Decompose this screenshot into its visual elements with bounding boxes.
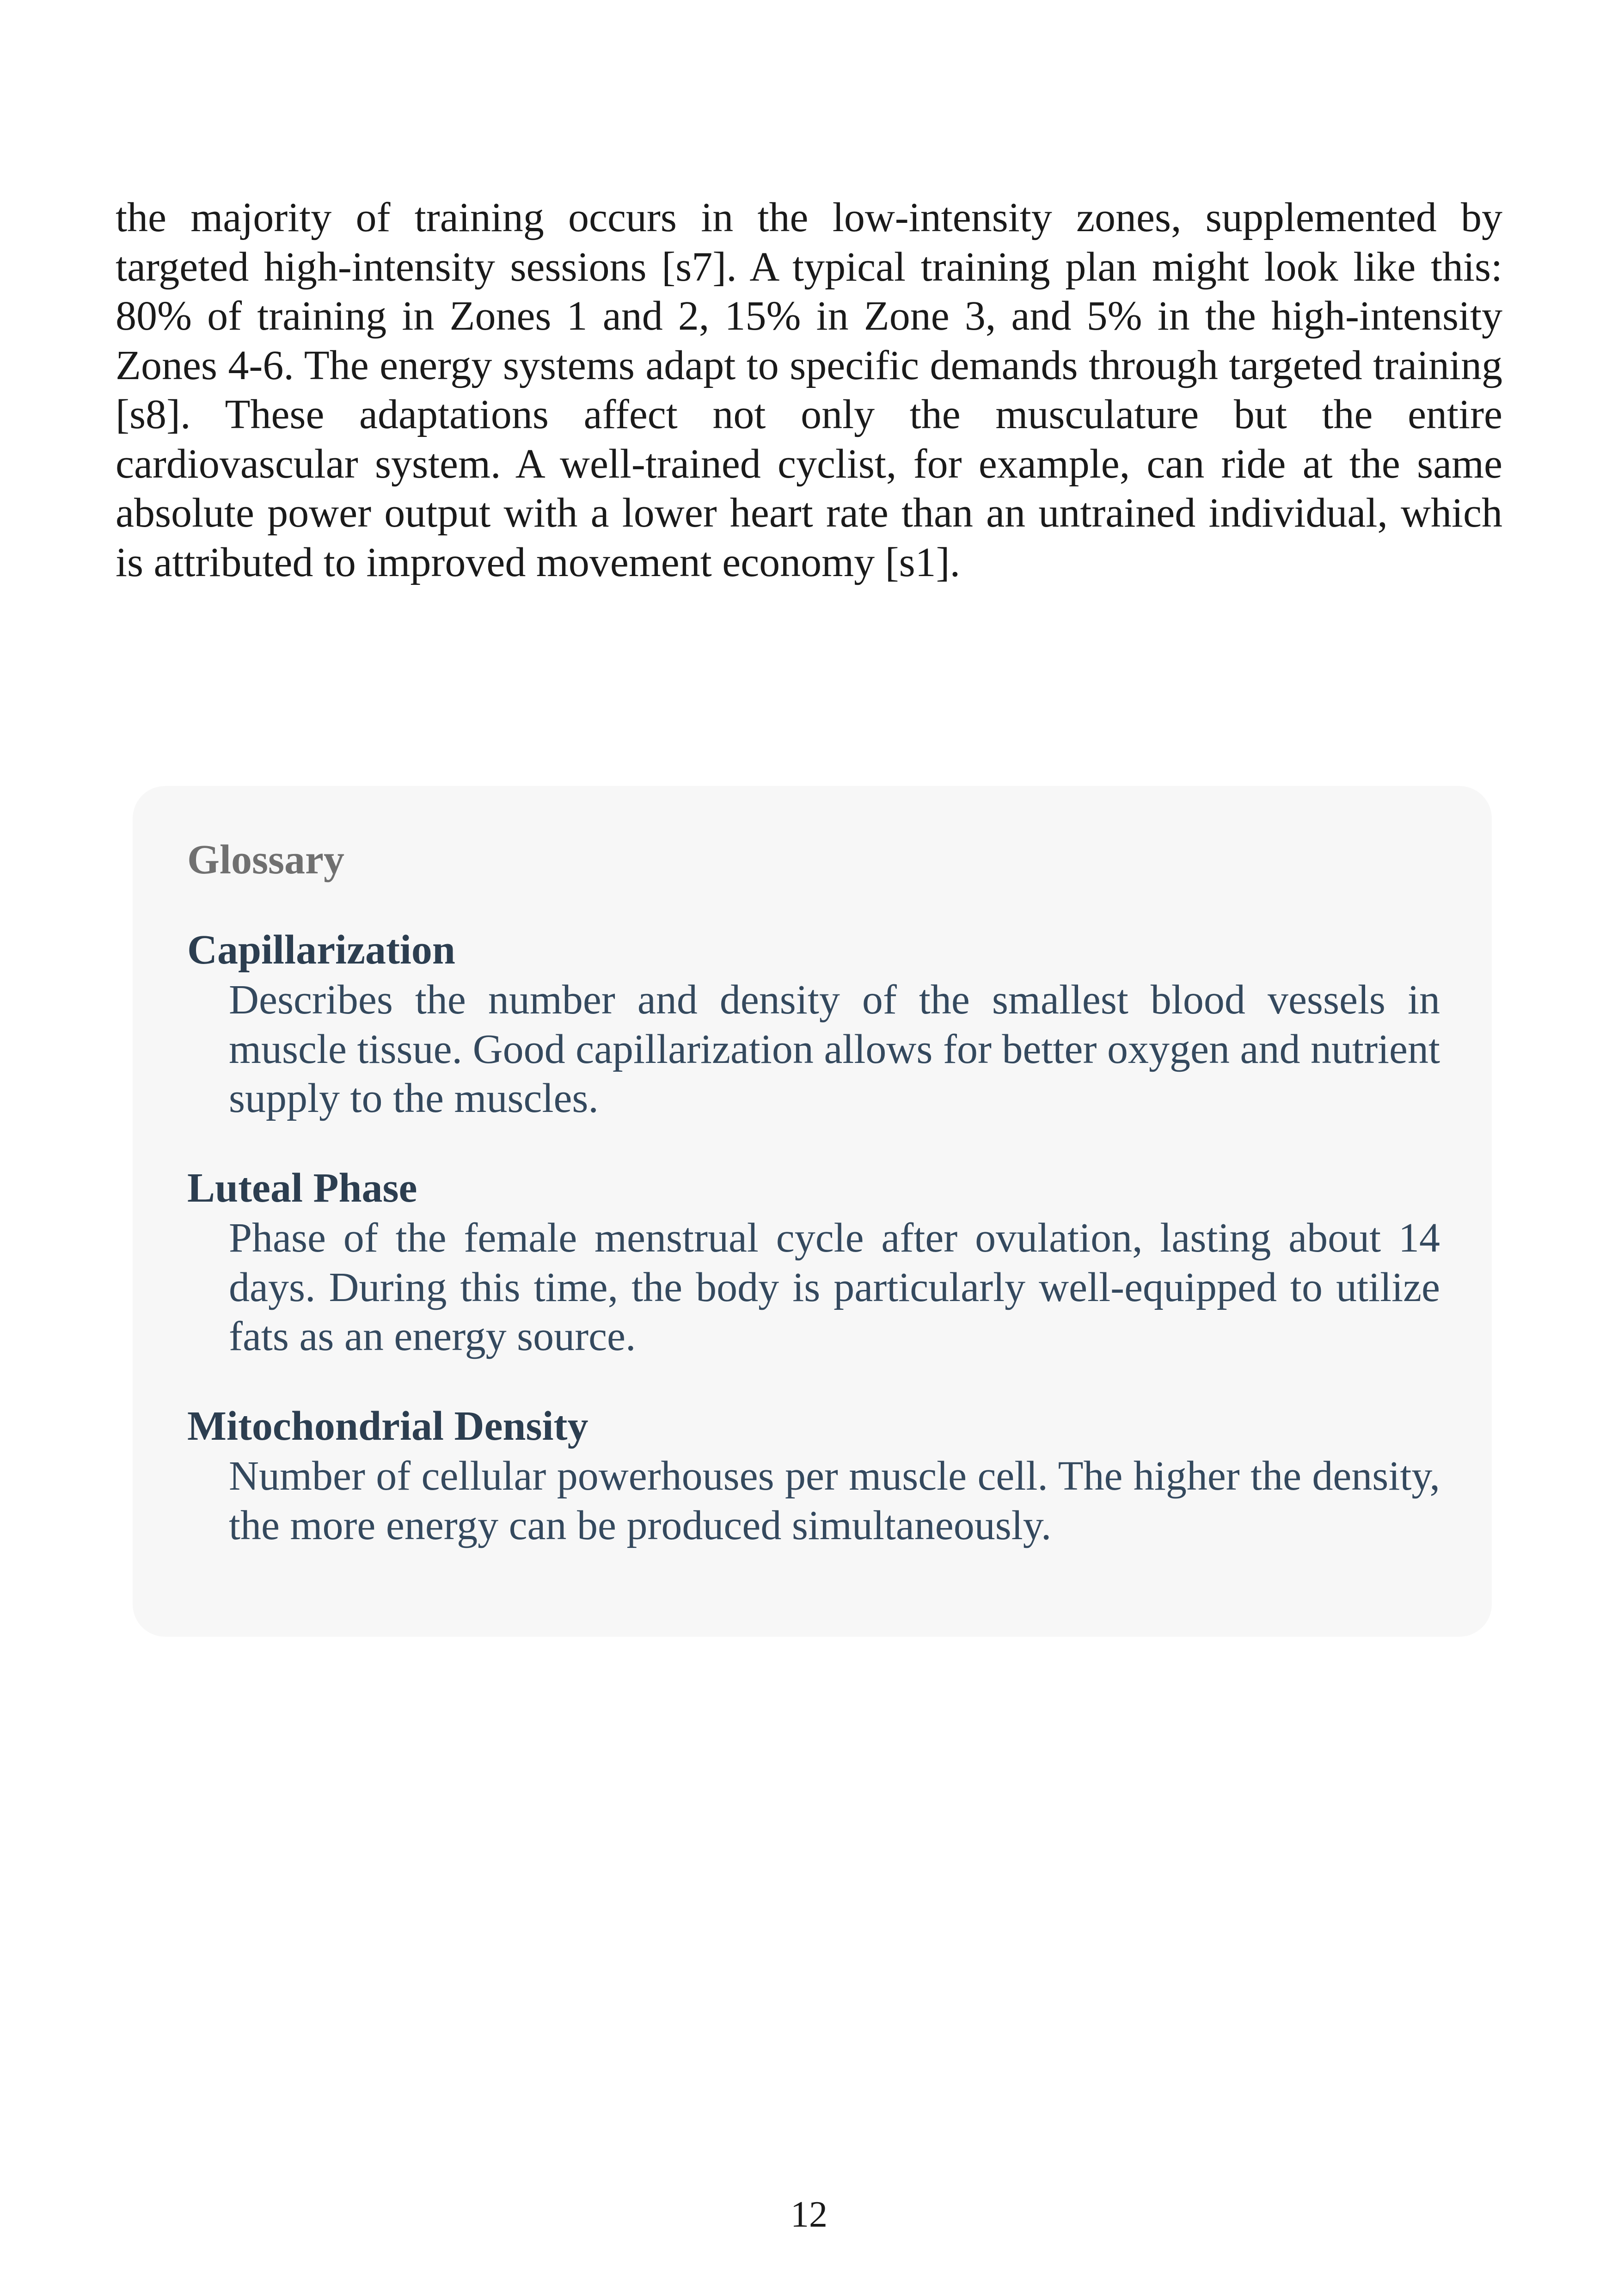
glossary-box: [133, 786, 1492, 1637]
glossary-definition: Describes the number and density of the smallest blood vessels in muscle tissue. Good capillarization allows for better oxygen and nutrient supply to the muscles.: [229, 977, 1440, 1121]
glossary-definition: Number of cellular powerhouses per muscle cell. The higher the density, the more energy can be produced simultaneously.: [229, 1453, 1440, 1548]
glossary-entry: [187, 1401, 1440, 1550]
glossary-term: Capillarization: [187, 927, 455, 973]
body-paragraph: the majority of training occurs in the low-intensity zones, supplemented by targeted high-intensity sessions [s7]. A typical training plan might look like this: 80% of training in Zones 1 and 2, 15% in Zone 3, and 5% in the high-intensity Zones 4-6. The energy systems adapt to specific demands through targeted training [s8]. These adaptations affect not only the musculature but the entire cardiovascular system. A well-trained cyclist, for example, can ride at the same absolute power output with a lower heart rate than an untrained individual, which is attributed to improved movement economy [s1].: [116, 195, 1502, 585]
glossary-title: Glossary: [187, 837, 345, 883]
glossary-definition: Phase of the female menstrual cycle after ovulation, lasting about 14 days. During this time, the body is particularly well-equipped to utilize fats as an energy source.: [229, 1215, 1440, 1359]
glossary-term: Mitochondrial Density: [187, 1403, 588, 1449]
page-number: 12: [791, 2194, 827, 2235]
glossary-entry: [187, 1163, 1440, 1362]
glossary-term: Luteal Phase: [187, 1165, 417, 1211]
glossary-entry: [187, 925, 1440, 1123]
